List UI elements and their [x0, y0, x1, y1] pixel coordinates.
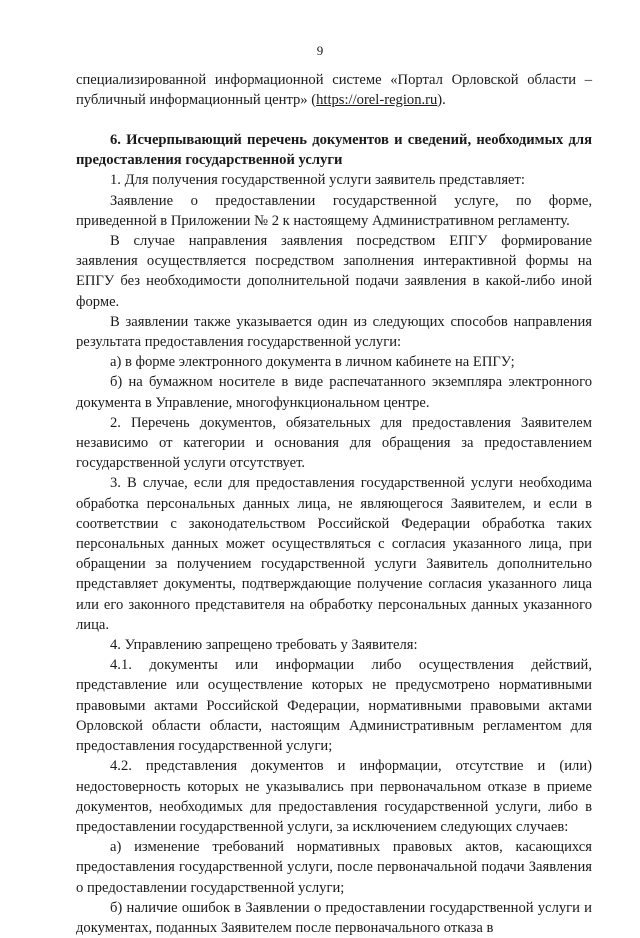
paragraph: 2. Перечень документов, обязательных для предоставления Заявителем независимо от категории и основания для обращения за предоставлением государственной услуги отсутствует. — [76, 414, 592, 472]
paragraph: 1. Для получения государственной услуги заявитель представляет: — [110, 172, 525, 189]
list-item: а) в форме электронного документа в личном кабинете на ЕПГУ; — [110, 354, 515, 371]
paragraph: 3. В случае, если для предоставления государственной услуги необходима обработка персональных данных лица, не являющегося Заявителем, и если в соответствии с законодательством Российской Федерации обработка таких персональных данных может осуществляться с согласия указанного лица, при обращении за получением государственной услуги Заявитель дополнительно представляет документы, подтверждающие получение согласия указанного лица или его законного представителя на обработку персональных данных указанного лица. — [76, 475, 592, 633]
paragraph: 4. Управлению запрещено требовать у Заявителя: — [110, 637, 418, 654]
paragraph: В случае направления заявления посредством ЕПГУ формирование заявления осуществляется посредством заполнения интерактивной формы на ЕПГУ без необходимости дополнительной подачи заявления в какой-либо иной форме. — [76, 233, 592, 310]
intro-paragraph — [76, 70, 592, 110]
page-number: 9 — [316, 43, 324, 58]
paragraph: Заявление о предоставлении государственной услуге, по форме, приведенной в Приложении № 2 к настоящему Административном регламенту. — [76, 192, 592, 229]
list-item: б) на бумажном носителе в виде распечатанного экземпляра электронного документа в Управление, многофункциональном центре. — [76, 374, 592, 411]
list-item: б) наличие ошибок в Заявлении о предоставлении государственной услуги и документах, поданных Заявителем после первоначального отказа в — [76, 899, 592, 936]
paragraph: В заявлении также указывается один из следующих способов направления результата предоставления государственной услуги: — [76, 313, 592, 351]
paragraph: 4.2. представления документов и информации, отсутствие и (или) недостоверность которых не указывались при первоначальном отказе в приеме документов, необходимых для предоставления государственной услуги, либо в предоставлении государственной услуги, за исключением следующих случаев: — [76, 758, 592, 835]
intro-text: специализированной информационной системе «Портал Орловской области – публичный информационный центр» ( — [76, 72, 592, 109]
document-body — [76, 70, 592, 938]
portal-link[interactable]: https://orel-region.ru — [316, 92, 438, 109]
intro-closing: ). — [437, 92, 446, 109]
list-item: а) изменение требований нормативных правовых актов, касающихся предоставления государственной услуги, после первоначальной подачи Заявления о предоставлении государственной услуги; — [76, 839, 592, 896]
section-heading: 6. Исчерпывающий перечень документов и сведений, необходимых для предоставления государственной услуги — [76, 132, 592, 169]
paragraph: 4.1. документы или информации либо осуществления действий, представление или осуществление которых не предусмотрено нормативными правовыми актами Российской Федерации, нормативными правовыми актами Орловской области области, настоящим Административным регламентом для предоставления государственной услуги; — [76, 657, 592, 755]
